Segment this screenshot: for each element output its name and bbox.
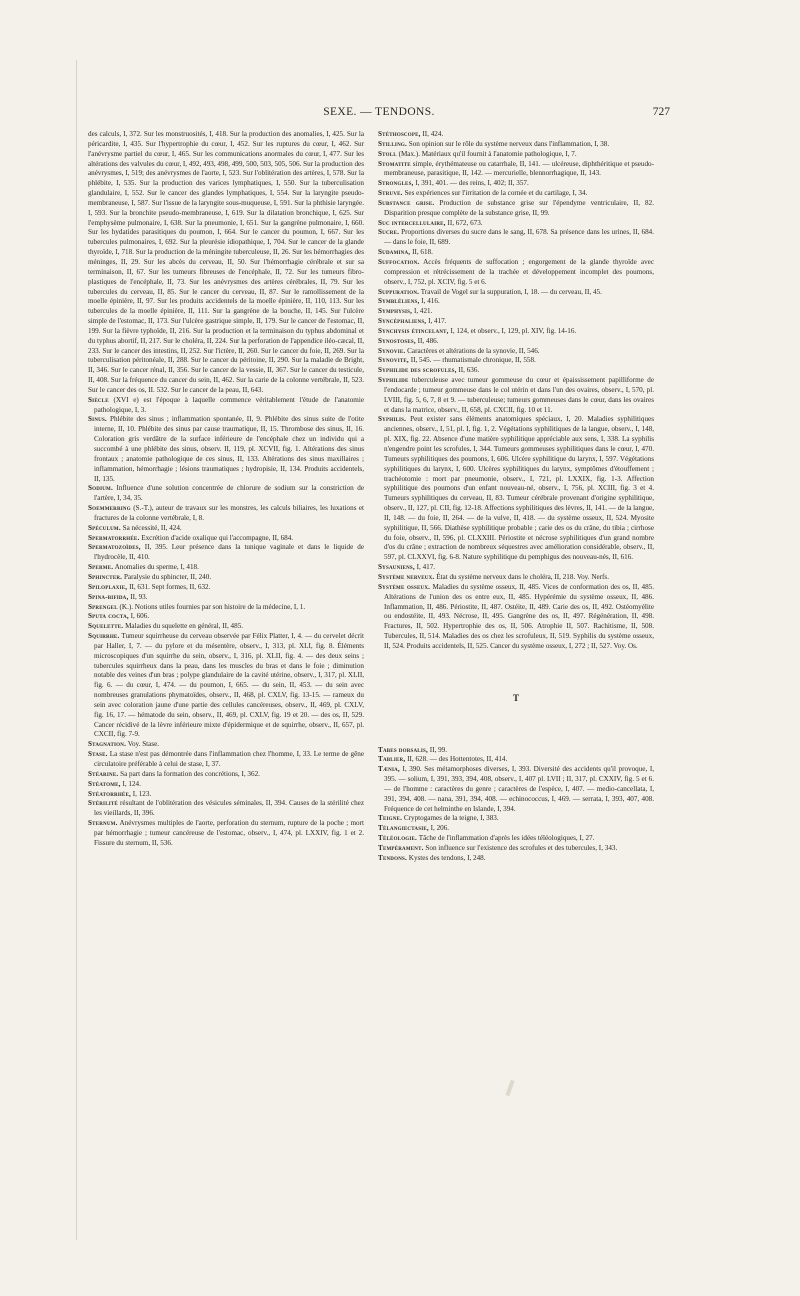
index-entry-text: Proportions diverses du sucre dans le sang, II, 678. Sa présence dans les urines, II, 684. — dans le foie, II, 689. [384, 228, 654, 247]
index-entry [88, 524, 364, 534]
index-entry [88, 484, 364, 504]
index-headword: Stase. [88, 750, 108, 759]
index-entry [378, 130, 654, 140]
index-entry-text: Ses expériences sur l'irritation de la cornée et du cartilage, I, 34. [402, 189, 588, 198]
index-entry-text: II, 424. [420, 130, 444, 138]
index-entry-text: Voy. Stase. [126, 740, 160, 749]
index-headword: Synostoses, [378, 336, 416, 345]
index-entry [378, 583, 654, 652]
index-headword: Sternum. [88, 819, 118, 828]
index-entry [378, 746, 654, 756]
index-entry-text: (XVI e) est l'époque à laquelle commence véritablement l'étude de l'anatomie pathologique, I, 3. [94, 395, 364, 414]
index-entry-text: résultant de l'oblitération des vésicules séminales, II, 394. Causes de la stérilité chez les vieillards, II, 396. [94, 799, 364, 818]
index-headword: Suppuration. [378, 287, 420, 296]
index-entry-text: I, 124, et observ., I, 129, pl. XIV, fig. 14-16. [448, 326, 577, 335]
index-headword: Synovite, [378, 356, 409, 365]
index-entry [88, 603, 364, 613]
index-headword: Tænia, [378, 765, 400, 774]
index-entry-text: Son influence sur l'existence des scrofules et des tubercules, I, 343. [423, 844, 618, 852]
index-entry [378, 317, 654, 327]
index-entry-text: Tumeur squirrheuse du cerveau observée par Félix Platter, I, 4. — du cervelet décrit par Haller, I, 7. — du pylore et du mésentère, observ., I, 313, pl. XLI, fig. 8. Éléments microscopiques d'un squirrhe du sein, observ., I, 316, pl. XLII, fig. 4. — des deux seins ; tubercules squirrheux dans la peau, dans les muscles du bras et dans le foie ; diminution notable des veines d'un bras ; polype glandulaire de la cavité utérine, observ., I, 317, pl. XLII, fig. 6. — du cœur, I, 474. — du poumon, I, 665. — du sein, II, 453. — du sein avec nombreuses granulations phymatoïdes, observ., II, 468, pl. CXLV, fig. 13-15. — rameux du sein avec coloration jaune d'une partie des cellules cancéreuses, observ., II, 469, pl. CXLV, fig. 16, 17. — hématode du sein, observ., II, 469, pl. CXLV, fig. 19 et 20. — des os, II, 529. Cancer récidivé de la lèvre inférieure mixte d'épidermique et de squirrhe, observ., II, 657, pl. CXCII, fig. 7-9. [94, 632, 364, 739]
index-entry [378, 327, 654, 337]
index-entry [88, 750, 364, 770]
index-entry [378, 755, 654, 765]
index-entry-text: II, 99. [427, 745, 448, 754]
index-headword: Sucre. [378, 228, 400, 237]
index-entry [88, 799, 364, 819]
index-entry [378, 150, 654, 160]
index-entry [378, 765, 654, 814]
index-entry [88, 780, 364, 790]
index-headword: Télangiectasie, [378, 824, 429, 833]
index-headword: Suc intercellulaire, [378, 218, 446, 227]
index-headword: Stéatorrhée, [88, 789, 131, 798]
index-headword: Sudamina, [378, 248, 411, 257]
index-entry [88, 583, 364, 593]
index-entry-text: I, 124. [120, 779, 141, 788]
index-entry-text: Production de substance grise sur l'épendyme ventriculaire, II, 82. Disparition presque complète de la substance grise, II, 99. [384, 198, 654, 217]
index-entry-text: La stase n'est pas démontrée dans l'inflammation chez l'homme, I, 33. Le terme de gêne circulatoire préférable à celui de stase, I, 37. [94, 750, 364, 768]
index-entry [378, 834, 654, 844]
index-headword: Système nerveux. [378, 572, 435, 581]
index-headword: Sputa cocta, [88, 612, 129, 621]
index-entry-text: I, 390. Ses métamorphoses diverses, I, 393. Diversité des accidents qu'il provoque, I, 395. — solium, I, 391, 393, 394, 408, observ., I, 407 pl. LVII ; II, 317, pl. CXXIV, fig. 5 et 6. — de l'homme : caractères du genre ; caractères de l'espèce, I, 407. — medio-cancellata, I, 391, 394, 408. — nana, 391, 394, 408. — echinococcus, I, 469. — serrata, I, 393, 407, 408. Fréquence de cet helminthe en Islande, I, 394. [384, 765, 654, 813]
index-entry [378, 347, 654, 357]
index-entry [378, 199, 654, 219]
page-header [88, 106, 670, 122]
index-entry [88, 819, 364, 849]
index-entry-text: II, 628. — des Hottentotes, II, 414. [405, 755, 508, 764]
index-entry [88, 543, 364, 563]
index-entry-text: I, 417. [426, 317, 447, 326]
index-entry [378, 189, 654, 199]
index-entry [378, 258, 654, 288]
index-entry-text: II, 618. [410, 248, 433, 257]
index-entry-text: I, 391, 401. — des reins, I, 402; II, 357. [413, 179, 529, 188]
index-entry [88, 790, 364, 800]
index-headword: Strongles, [378, 179, 414, 188]
index-entry-text: Sa nécessité, II, 424. [120, 523, 182, 532]
index-headword: Système osseux. [378, 582, 431, 591]
index-entry-text: Influence d'une solution concentrée de chlorure de sodium sur la constriction de l'artère, I, 34, 35. [94, 484, 364, 503]
index-headword: Syphilide [378, 376, 409, 385]
page-number: 727 [652, 106, 670, 118]
index-entry [378, 337, 654, 347]
index-headword: Tendons. [378, 853, 407, 862]
index-headword: Siècle [88, 395, 109, 404]
index-entry [378, 573, 654, 583]
index-headword: Spina-bifida, [88, 592, 129, 601]
index-entry-text: Cryptogames de la teigne, I, 383. [402, 814, 499, 823]
index-entry-text: II, 395. Leur présence dans la tunique vaginale et dans le liquide de l'hydrocèle, II, 410. [94, 543, 364, 562]
index-entry [378, 415, 654, 563]
index-headword: Syncéphaliens, [378, 317, 427, 326]
index-entry [88, 396, 364, 416]
index-headword: Stéthoscope, [378, 130, 421, 138]
index-headword: Sperme. [88, 563, 114, 572]
index-entry-text: (S.-T.), auteur de travaux sur les monstres, les calculs biliaires, les luxations et fractures de la colonne vertébrale, I, 8. [94, 504, 364, 522]
index-headword: Stilling. [378, 139, 407, 148]
index-entry-text: (K.). Notions utiles fournies par son histoire de la médecine, I, 1. [117, 602, 306, 611]
index-entry-text: simple, érythémateuse ou catarrhale, II, 141. — ulcéreuse, diphthéritique et pseudo-membraneuse, parasitique, II, 142. — mercurielle, blennorrhagique, II, 143. [384, 159, 654, 178]
index-headword: Stoll [378, 149, 397, 158]
index-entry-text: I, 123. [130, 789, 152, 798]
index-entry [378, 160, 654, 180]
index-headword: Spéculum. [88, 523, 121, 532]
index-headword: Stagnation. [88, 740, 127, 749]
index-entry-text: II, 545. — rhumatismale chronique, II, 558. [408, 356, 536, 365]
index-entry-text: II, 93. [128, 592, 148, 601]
index-headword: Sinus. [88, 415, 107, 424]
index-headword: Struve. [378, 189, 403, 198]
index-headword: Sysauniens, [378, 563, 415, 572]
index-entry-text: Maladies du squelette en général, II, 485. [123, 622, 244, 631]
index-entry [378, 219, 654, 229]
index-entry [378, 228, 654, 248]
index-headword: Synovie. [378, 346, 406, 355]
paper-mark [505, 1080, 514, 1096]
index-entry-text: Maladies du système osseux, II, 485. Vices de conformation des os, II, 485. Altérations de l'union des os entre eux, II, 485. Hypérémie du système osseux, II, 486. Inflammation, II, 486. Périostite, II, 487. Ostéite, II, 489. Carie des os, II, 492. Ostéomyélite ou endostéite, II, 493. Nécrose, II, 495. Gangrène des os, II, 497. Régénération, II, 498. Fractures, II, 502. Hypertrophie des os, II, 506. Atrophie II, 507. Rachitisme, II, 508. Tubercules, II, 514. Maladies des os chez les scrofuleux, II, 519. Syphilis du système osseux, II, 524. Produits accidentels, II, 525. Cancer du système osseux, I, 272 ; II, 527. Voy. Os. [384, 582, 654, 650]
index-entry [378, 140, 654, 150]
index-column-left [88, 130, 364, 849]
index-headword: Symbléliens, [378, 297, 420, 306]
index-headword: Teigne. [378, 814, 403, 823]
index-headword: Tempérament. [378, 844, 424, 852]
index-entry-text: Son opinion sur le rôle du système nerveux dans l'inflammation, I, 38. [406, 139, 610, 148]
index-entry-text: Excrétion d'acide oxalique qui l'accompagne, II, 684. [139, 533, 294, 542]
index-entry [88, 612, 364, 622]
index-entry-text: Paralysie du sphincter, II, 240. [122, 572, 212, 581]
index-headword: Tablier, [378, 755, 406, 764]
index-entry-text: (Max.). Matériaux qu'il fournit à l'anatomie pathologique, I, 7. [396, 149, 577, 158]
index-entry [88, 563, 364, 573]
index-entry [378, 814, 654, 824]
binding-edge-line [76, 60, 77, 1240]
index-entry [88, 415, 364, 484]
index-entry-text: II, 486. [415, 336, 439, 345]
index-headword: Sprengel [88, 602, 118, 611]
index-entry [88, 622, 364, 632]
index-headword: Spermatozoïdes, [88, 543, 141, 552]
index-entry-text: Caractères et altérations de la synovie, II, 546. [405, 346, 540, 355]
index-headword: Spiloplaxie, [88, 582, 128, 591]
index-entry [88, 573, 364, 583]
index-entry [378, 248, 654, 258]
index-headword: Syphilis. [378, 415, 407, 424]
index-entry [88, 770, 364, 780]
index-entry [378, 307, 654, 317]
index-entry-text: Anévrysmes multiples de l'aorte, perforation du sternum, rupture de la poche ; mort par hémorrhagie ; tumeur cancéreuse de l'estomac, observ., I, 474, pl. LXXIV, fig. 1 et 2. Fissure du sternum, II, 536. [94, 819, 364, 847]
index-entry [378, 854, 654, 864]
index-entry-text: II, 672, 673. [445, 218, 483, 227]
index-headword: Soemmerring [88, 504, 131, 513]
index-entry-text: Phlébite des sinus ; inflammation spontanée, II, 9. Phlébite des sinus suite de l'otite interne, II, 10. Phlébite des sinus par cause traumatique, II, 15. Thrombose des sinus, II, 16. Coloration gris verdâtre de la surface inférieure de l'encéphale chez un individu qui a succombé à une phlébite des sinus, observ. II, 119, pl. XCVII, fig. 1. Altérations des sinus frontaux ; anatomie pathologique de ces sinus, II, 133. Altérations des sinus maxillaires ; inflammation, hémorrhagie ; lésions traumatiques ; hydropisie, II, 134. Produits accidentels, II, 135. [94, 415, 364, 483]
index-entry-text: des calculs, I, 372. Sur les monstruosités, I, 418. Sur la production des anomalies, I, 425. Sur la péricardite, I, 435. Sur l'hypertrophie du cœur, I, 452. Sur les ruptures du cœur, I, 462. Sur l'anévrysme partiel du cœur, I, 465. Sur les communications anormales du cœur, I, 477. Sur les altérations des valvules du cœur, I, 492, 493, 498, 499, 500, 503, 505, 506. Sur la production des anévrysmes, I, 519; des anévrysmes de l'aorte, I, 523. Sur l'oblitération des artères, I, 578. Sur la phlébite, I, 535. Sur la production des varices lymphatiques, I, 550. Sur la tuberculisation glandulaire, I, 552. Sur le cancer des glandes lymphatiques, I, 554. Sur la laryngite pseudo-membraneuse, I, 587. Sur l'issue de la laryngite sous-muqueuse, I, 591. Sur la phthisie laryngée. I, 593. Sur la bronchite pseudo-membraneuse, I, 619. Sur la dilatation bronchique, I, 625. Sur l'emphysème pulmonaire, I, 638. Sur la pneumonie, I, 651. Sur la gangrène pulmonaire, I, 660. Sur les hydatides parasitiques du poumon, I, 664. Sur le cancer du poumon, I, 667. Sur les tubercules pulmonaires, I, 692. Sur la pleurésie idiopathique, I, 704. Sur le cancer de la glande thyroïde, I, 718. Sur la production de la méningite tuberculeuse, II, 26. Sur les hémorrhagies des méninges, II, 29. Sur les abcès du cerveau, II, 50. Sur l'hémorrhagie cérébrale et sur sa terminaison, II, 67. Sur les tumeurs fibreuses de l'encéphale, II, 72. Sur les tumeurs fibro-plastiques de l'encéphale, II, 73. Sur les anévrysmes des artères cérébrales, II, 79. Sur les tubercules du cerveau, II, 85. Sur le cancer du cerveau, II, 87. Sur le ramollissement de la moelle épinière, II, 97. Sur les produits accidentels de la moelle épinière, II, 110, 113. Sur les tubercules de la moelle épinière, II, 111. Sur la gangrène de la bouche, II, 145. Sur l'ulcère simple de l'estomac, II, 173. Sur l'ulcère gastrique simple, II, 179. Sur le cancer de l'estomac, II, 199. Sur la fièvre typhoïde, II, 216. Sur la production et la terminaison du typhus abdominal et du typhus abortif, II, 217. Sur le choléra, II, 224. Sur la perforation de l'appendice iléo-cæcal, II, 233. Sur le cancer des intestins, II, 252. Sur l'ictère, II, 260. Sur le cancer du foie, II, 269. Sur la tuberculisation péritonéale, II, 288. Sur le cancer du péritoine, II, 290. Sur la maladie de Bright, II, 346. Sur le cancer rénal, II, 356. Sur le cancer de la vessie, II, 367. Sur le cancer du testicule, II, 408. Sur la fréquence du cancer du sein, II, 462. Sur la carie de la colonne vertébrale, II, 523. Sur le cancer des os, II. 532. Sur le cancer de la peau, II, 643. [88, 130, 364, 394]
index-entry [378, 366, 654, 376]
index-entry-text: Peut exister sans éléments anatomiques spéciaux, I, 20. Maladies syphilitiques anciennes, observ., I, 51, pl. I, fig. 1, 2. Végétations syphilitiques de la langue, observ., I, 148, pl. XIX, fig. 22. Absence d'une matière syphilitique appréciable aux sens, I, 338. La syphilis n'engendre point les scrofules, I, 344. Tumeurs gommeuses syphilitiques dans le cœur, I, 470. Tumeurs syphilitiques des poumons, I, 606. Ulcère syphilitique du larynx, I, 597. Végétations syphilitiques du larynx, I, 600. Ulcères syphilitiques du larynx, symptômes d'étouffement ; trachéotomie : mort par pneumonie, observ., I, 721, pl. LXXIX, fig. 1-3. Affection syphilitique des poumons d'un enfant nouveau-né, observ., I, 756, pl. XCIII, fig. 3 et 4. Tumeurs syphilitiques du cerveau, II, 83. Tumeur cérébrale provenant d'origine syphilitique, observ., II, 127, pl. CII, fig. 12-18. Affections syphilitiques des lèvres, II, 141. — de la langue, II, 148. — du foie, II, 264. — de la vulve, II, 418. — du système osseux, II, 524. Myosite syphilitique, II, 566. Diathèse syphilitique probable ; carie des os du crâne, du tibia ; cirrhose du foie, observ., II, 596, pl. CLXXIII. Périostite et nécrose syphilitiques d'un grand nombre d'os du crâne ; extraction de nombreux séquestres avec amélioration considérable, observ., II, 597, pl. CLXXVI, fig. 6-8. Nature syphilitique du pemphigus des nouveau-nés, II, 616. [384, 415, 654, 562]
index-entry-text: I, 606. [128, 612, 150, 621]
index-headword: Synchysis étincelant, [378, 326, 449, 335]
index-entry-text: I, 421. [412, 307, 433, 316]
index-headword: Sphincter. [88, 572, 123, 581]
index-entry-text: État du système nerveux dans le choléra, II, 218. Voy. Nerfs. [434, 572, 609, 581]
index-entry [88, 593, 364, 603]
index-entry [378, 376, 654, 415]
index-headword: Spermatorrhée. [88, 533, 140, 542]
running-head: SEXE. — TENDONS. [323, 106, 435, 118]
index-headword: Stéatome, [88, 779, 121, 788]
index-entry-text: Travail de Vogel sur la suppuration, I, 18. — du cerveau, II, 45. [419, 287, 602, 296]
index-entry-text: Accès fréquents de suffocation ; engorgement de la glande thyroïde avec compression et rétrécissement de la trachée et développement incomplet des poumons, observ., I, 752, pl. XCIV, fig. 5 et 6. [384, 257, 654, 286]
index-entry [88, 130, 364, 396]
index-entry [378, 824, 654, 834]
index-headword: Symphysis, [378, 307, 413, 316]
index-entry [88, 504, 364, 524]
index-entry [378, 563, 654, 573]
index-entry-text: I, 417. [414, 563, 436, 572]
index-column-right [378, 130, 654, 864]
index-entry-text: tuberculeuse avec tumeur gommeuse du cœur et épaississement papilliforme de l'endocarde ; tumeur gommeuse dans le col utérin et dans l'un des ovaires, observ., I, 570, pl. LVIII, fig. 5, 6, 7, 8 et 9. — tuberculeuse; tumeurs gommeuses dans le cœur, dans les ovaires et dans la matrice, observ., II, 658, pl. CXCII, fig. 10 et 11. [384, 376, 654, 414]
index-headword: Squirrhe. [88, 632, 120, 641]
index-headword: Stomatite [378, 159, 411, 168]
index-entry [378, 356, 654, 366]
index-entry [88, 632, 364, 740]
index-entry [378, 844, 654, 854]
index-entry-text: II, 636. [456, 366, 480, 375]
index-entry [378, 288, 654, 298]
index-headword: Téléologie. [378, 834, 418, 843]
index-entry-text: Tâche de l'inflammation d'après les idées téléologiques, I, 27. [417, 834, 595, 843]
index-headword: Syphilide des scrofules, [378, 366, 457, 375]
index-headword: Stéarine. [88, 769, 119, 778]
index-entry-text: I, 206. [428, 824, 450, 833]
index-entry-text: Sa part dans la formation des concrétions, I, 362. [118, 769, 260, 778]
index-headword: Suffocation. [378, 257, 420, 266]
index-entry-text: Anomalies du sperme, I, 418. [113, 563, 199, 572]
index-headword: Sodium. [88, 484, 113, 493]
index-entry [378, 297, 654, 307]
index-headword: Substance grise. [378, 198, 435, 207]
index-headword: Stérilité [88, 799, 118, 808]
index-headword: Squelette. [88, 622, 124, 631]
index-entry-text: Kystes des tendons, I, 248. [407, 853, 486, 862]
index-entry-text: II, 631. Sept formes, II, 632. [127, 582, 211, 591]
index-entry [88, 740, 364, 750]
index-entry [378, 179, 654, 189]
index-entry-text: I, 416. [419, 297, 440, 306]
index-entry [88, 534, 364, 544]
section-letter-heading: T [512, 692, 519, 703]
index-headword: Tabes dorsalis, [378, 745, 428, 754]
